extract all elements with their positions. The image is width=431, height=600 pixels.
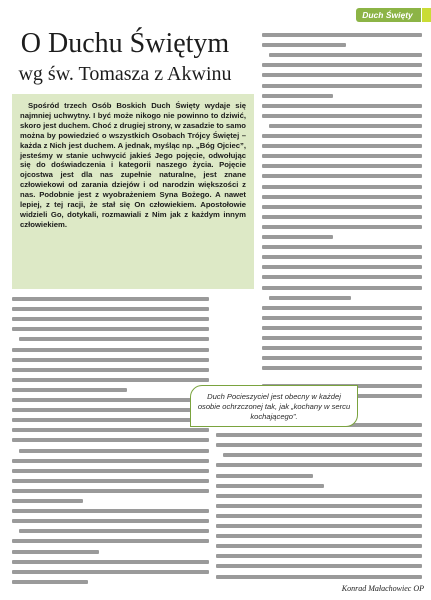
body-text-line	[12, 418, 209, 422]
body-text-line	[216, 494, 422, 498]
article-title: O Duchu Świętym	[20, 28, 230, 59]
body-text-line	[262, 164, 422, 168]
body-text-line	[262, 225, 422, 229]
body-text-line	[216, 544, 422, 548]
body-text-line	[12, 428, 209, 432]
body-text-line	[262, 33, 422, 37]
body-text-line	[262, 255, 422, 259]
body-text-line	[216, 524, 422, 528]
body-text-line	[262, 326, 422, 330]
pull-quote-text: Duch Pocieszyciel jest obecny w każdej osobie ochrzczonej tak, jak „kochany w sercu kochającego”.	[197, 392, 351, 421]
body-text-line	[216, 463, 422, 467]
body-column-right-bottom	[216, 420, 422, 581]
body-text-line	[12, 550, 99, 554]
body-text-line	[12, 317, 209, 321]
body-text-line	[262, 265, 422, 269]
body-text-line	[19, 529, 209, 533]
body-column-left	[12, 294, 209, 589]
body-text-line	[12, 570, 209, 574]
body-text-line	[262, 114, 422, 118]
body-text-line	[12, 327, 209, 331]
body-text-line	[12, 509, 209, 513]
body-text-line	[262, 316, 422, 320]
body-text-line	[12, 307, 209, 311]
body-text-line	[262, 185, 422, 189]
lead-box	[12, 94, 254, 289]
body-text-line	[216, 474, 313, 478]
body-text-line	[262, 366, 422, 370]
body-text-line	[262, 43, 346, 47]
body-text-line	[12, 297, 209, 301]
body-text-line	[12, 499, 83, 503]
body-text-line	[262, 84, 422, 88]
body-text-line	[269, 124, 422, 128]
body-text-line	[223, 453, 422, 457]
body-text-line	[262, 275, 422, 279]
body-text-line	[12, 398, 209, 402]
lead-paragraph: Spośród trzech Osób Boskich Duch Święty wydaje się najmniej uchwytny. I być może nikogo nie powinno to dziwić, skoro jest duchem. Choć z drugiej strony, w zasadzie to samo można by powiedzieć o wszystkich Osobach Trójcy Świętej – każda z Nich jest duchem. A jednak, myśląc np. „Bóg Ojciec”, jesteśmy w stanie uchwycić jakieś Jego pojęcie, odwołując się do doświadczenia i kategorii naszego życia. Pojęcie ojcostwa jest dla nas zupełnie naturalne, jest znane człowiekowi od zarania dziejów i od narodzin większości z nas. Podobnie jest z wyobrażeniem Syna Bożego. A nawet lepiej, z tej racji, że stał się On człowiekiem. Apostołowie widzieli Go, dotykali, rozmawiali z Nim jak z każdym innym człowiekiem.	[20, 101, 246, 229]
body-text-line	[262, 205, 422, 209]
article-author: Konrad Małachowiec OP	[341, 584, 424, 593]
body-text-line	[262, 306, 422, 310]
body-text-line	[216, 564, 422, 568]
body-text-line	[262, 336, 422, 340]
body-text-line	[216, 514, 422, 518]
body-column-right-top	[262, 30, 422, 375]
body-text-line	[269, 53, 422, 57]
body-text-line	[262, 346, 422, 350]
body-text-line	[12, 560, 209, 564]
body-text-line	[262, 215, 422, 219]
section-tab-label: Duch Święty	[362, 10, 413, 20]
body-text-line	[269, 296, 351, 300]
body-text-line	[262, 195, 422, 199]
body-text-line	[262, 104, 422, 108]
body-text-line	[262, 174, 422, 178]
body-text-line	[262, 94, 333, 98]
body-text-line	[262, 73, 422, 77]
body-text-line	[216, 554, 422, 558]
body-text-line	[262, 144, 422, 148]
body-text-line	[12, 580, 88, 584]
body-text-line	[262, 63, 422, 67]
article-subtitle: wg św. Tomasza z Akwinu	[18, 63, 232, 85]
body-text-line	[216, 534, 422, 538]
body-text-line	[262, 154, 422, 158]
body-text-line	[12, 479, 209, 483]
body-text-line	[12, 459, 209, 463]
body-text-line	[216, 575, 422, 579]
body-text-line	[19, 337, 209, 341]
body-text-line	[216, 443, 422, 447]
body-text-line	[262, 245, 422, 249]
section-tab	[356, 8, 431, 22]
body-text-line	[12, 388, 127, 392]
body-text-line	[19, 449, 209, 453]
body-text-line	[12, 408, 209, 412]
pull-quote	[190, 385, 358, 427]
body-text-line	[12, 489, 209, 493]
body-text-line	[216, 433, 422, 437]
body-text-line	[262, 235, 333, 239]
body-text-line	[12, 348, 209, 352]
body-text-line	[12, 469, 209, 473]
body-text-line	[12, 519, 209, 523]
body-text-line	[262, 134, 422, 138]
body-text-line	[262, 356, 422, 360]
body-text-line	[12, 438, 209, 442]
body-text-line	[12, 368, 209, 372]
body-text-line	[12, 378, 209, 382]
body-text-line	[12, 358, 209, 362]
body-text-line	[262, 286, 422, 290]
body-text-line	[12, 539, 209, 543]
section-tab-square	[422, 8, 431, 22]
body-text-line	[216, 504, 422, 508]
body-text-line	[216, 484, 324, 488]
